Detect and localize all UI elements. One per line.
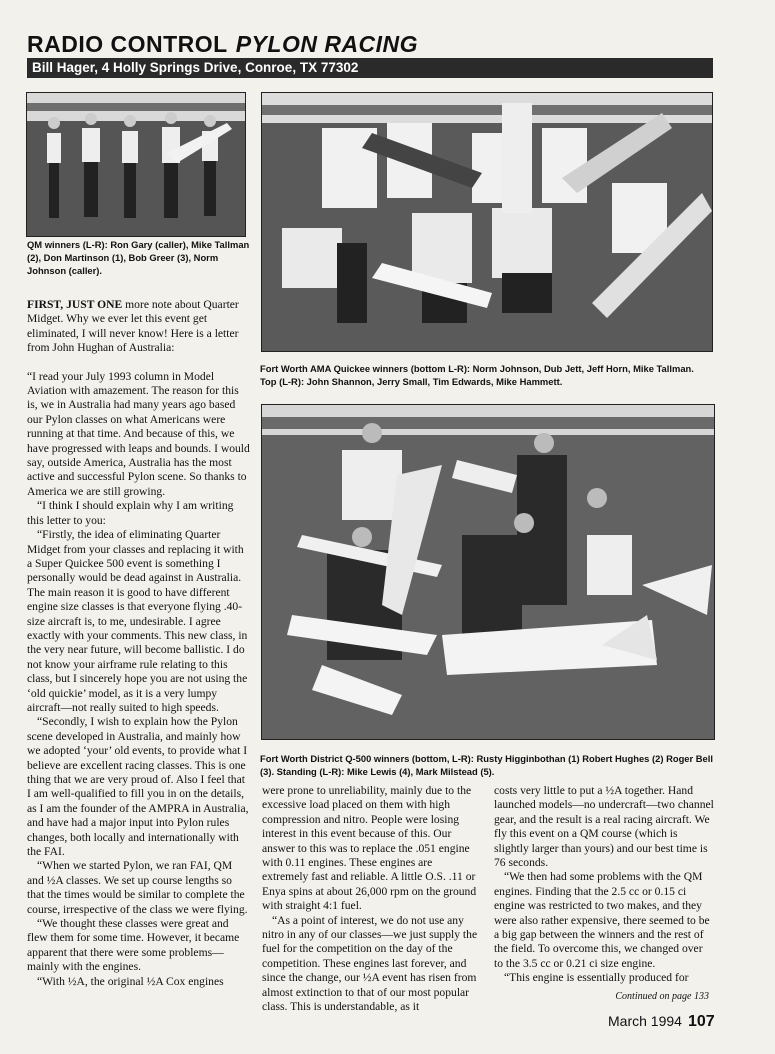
article-paragraph: “Firstly, the idea of eliminating Quarter Midget from your classes and replacing it with a Super Quickee 500 event is something I personally would be dead against in Australia. The main reason it is good to have different engine size classes is that everyone flying .40-size aircraft is, to me, undesirable. I agree exactly with your comments. This new class, in the very near future, will become ballistic. I do not know your airframe rule relating to this class, but I sincerely hope you are not using the ‘old quickie’ model, as it is a very lumpy aircraft—not really suited to high speeds.: [27, 528, 248, 714]
author-address-bar: [27, 58, 713, 78]
article-paragraph: “I read your July 1993 column in Model Aviation with amazement. The reason for this is, we in Australia had many years ago based our Pylon classes on what Americans were running at that time. And because of this, we have progressed with leaps and bounds. I would say, outside America, Australia has the most active and successful Pylon scene. So thanks to America we are still growing.: [27, 369, 250, 498]
photo-qm-winners: [26, 92, 246, 237]
author-address: Bill Hager, 4 Holly Springs Drive, Conroe, TX 77302: [32, 60, 359, 75]
article-column-1: [27, 298, 250, 989]
article-paragraph: “I think I should explain why I am writing this letter to you:: [27, 499, 234, 527]
article-paragraph: “Secondly, I wish to explain how the Pylon scene developed in Australia, and mainly how we adopted ‘your’ old events, to provide what I believe are excellent racing classes. This is one thing that we are very proud of. Also I feel that I am well-qualified to fill you in on the details, as I am the founder of the AMPRA in Australia, and have had a major input into Pylon rules changes, both locally and internationally with the FAI.: [27, 715, 249, 859]
article-column-2: [262, 784, 480, 1015]
issue-date: March 1994: [608, 1013, 682, 1029]
photo-quickee-winners: [261, 92, 713, 352]
page-number: 107: [687, 1013, 715, 1030]
caption-quickee-winners: Fort Worth AMA Quickee winners (bottom L-R): Norm Johnson, Dub Jett, Jeff Horn, Mike Tallman. Top (L-R): John Shannon, Jerry Small, Tim Edwards, Mike Hammett.: [260, 363, 694, 388]
page-footer: [608, 1013, 715, 1031]
caption-qm-winners: QM winners (L-R): Ron Gary (caller), Mike Tallman (2), Don Martinson (1), Bob Greer (3), Norm Johnson (caller).: [27, 239, 250, 277]
continued-note: Continued on page 133: [615, 991, 709, 1002]
lead-in-caps: FIRST, JUST ONE: [27, 298, 123, 311]
article-paragraph: “This engine is essentially produced for: [504, 971, 689, 985]
photo-q500-winners: [261, 404, 715, 740]
article-paragraph: “We thought these classes were great and flew them for some time. However, it became apparent that there were some problems—mainly with the engines.: [27, 917, 240, 974]
article-paragraph: “We then had some problems with the QM engines. Finding that the 2.5 cc or 0.15 ci engine was restricted to two makes, and they were also rather expensive, there seemed to be a big gap between the winners and the rest of the field. To overcome this, we changed over to the 3.5 cc or 0.21 ci size engine.: [494, 870, 710, 970]
article-paragraph: FIRST, JUST ONE more note about Quarter Midget. Why we ever let this event get eliminated, I will never know! Here is a letter from John Hughan of Australia:: [27, 298, 239, 355]
article-paragraph: costs very little to put a ½A together. Hand launched models—no undercraft—two channel gear, and the result is a real racing aircraft. We fly this event on a QM course (which is slightly larger than yours) and our best time is 76 seconds.: [494, 784, 714, 870]
title-italic: PYLON RACING: [235, 31, 419, 57]
page-title: [27, 31, 418, 58]
article-paragraph: “With ½A, the original ½A Cox engines: [37, 974, 224, 988]
caption-q500-winners: Fort Worth District Q-500 winners (bottom, L-R): Rusty Higginbothan (1) Robert Hughes (2) Roger Bell (3). Standing (L-R): Mike Lewis (4), Mark Milstead (5).: [260, 753, 713, 778]
article-paragraph: were prone to unreliability, mainly due to the excessive load placed on them with high compression and nitro. People were losing interest in this event because of this. Our answer to this was to replace the .051 engine with 0.11 engines. These engines are extremely fast and reliable. A little O.S. .11 or Enya spins at about 26,000 rpm on the ground with straight 4:1 fuel.: [262, 784, 477, 913]
article-column-3: [494, 784, 714, 986]
title-plain: RADIO CONTROL: [27, 31, 228, 57]
article-paragraph: “When we started Pylon, we ran FAI, QM and ½A classes. We set up course lengths so that the times would be similar to complete the course, irrespective of the class we were flying.: [27, 859, 248, 916]
article-paragraph: “As a point of interest, we do not use any nitro in any of our classes—we just supply the fuel for the competition on the day of the competition. These engines last forever, and since the change, our ½A event has risen from almost extinction to that of our most popular class. This is understandable, as it: [262, 913, 478, 1014]
